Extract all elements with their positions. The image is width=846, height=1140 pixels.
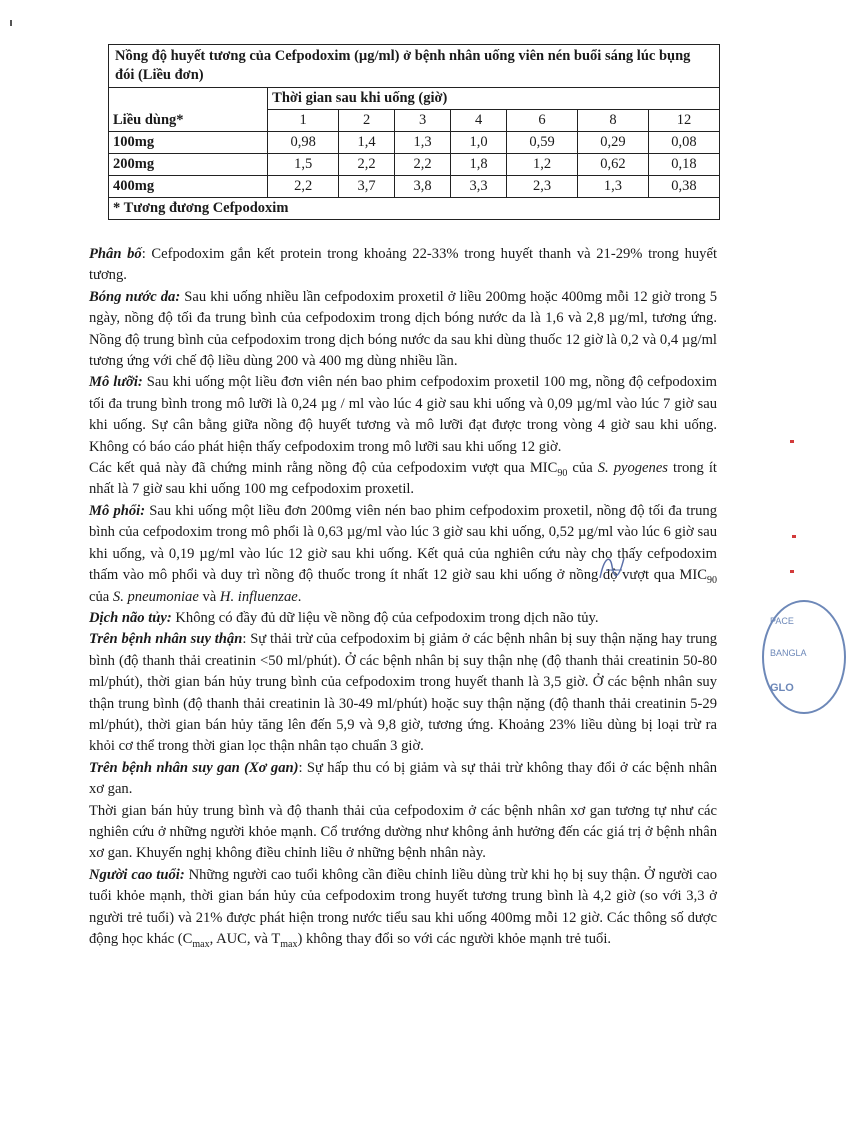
section-label: Mô phổi: — [89, 502, 146, 519]
section-label: Dịch não tủy: — [89, 609, 172, 626]
concentration-table — [108, 44, 720, 220]
dose-header: Liều dùng* — [109, 110, 268, 132]
value-cell: 0,08 — [648, 132, 719, 154]
table-footnote: * Tương đương Cefpodoxim — [109, 198, 720, 220]
section-text: của — [89, 588, 113, 605]
value-cell: 1,3 — [578, 176, 649, 198]
margin-mark — [790, 440, 794, 443]
value-cell: 1,2 — [507, 154, 578, 176]
stamp-text: GLO — [770, 682, 794, 694]
value-cell: 3,8 — [395, 176, 451, 198]
subscript: 90 — [557, 467, 568, 479]
section-text: và — [198, 588, 220, 605]
paragraph-hepatic-extra — [89, 801, 717, 865]
subscript: max — [280, 938, 298, 950]
margin-mark — [792, 535, 796, 538]
section-text: Không có đầy đủ dữ liệu về nồng độ của cefpodoxim trong dịch não tủy. — [171, 609, 599, 626]
paragraph-tonsil-result — [89, 458, 717, 501]
margin-mark — [790, 570, 794, 573]
value-cell: 1,8 — [451, 154, 507, 176]
value-cell: 0,59 — [507, 132, 578, 154]
section-text: Các kết quả này đã chứng minh rằng nồng độ của cefpodoxim vượt qua MIC — [89, 460, 558, 477]
table-time-header-row — [109, 88, 720, 110]
scan-mark — [10, 20, 12, 26]
dose-cell: 100mg — [109, 132, 268, 154]
value-cell: 1,0 — [451, 132, 507, 154]
hour-cell: 8 — [578, 110, 649, 132]
table-title-row — [109, 45, 720, 88]
organism-name: S. pneumoniae — [112, 588, 199, 605]
section-label: Bóng nước da: — [89, 288, 181, 305]
time-header: Thời gian sau khi uống (giờ) — [268, 88, 720, 110]
value-cell: 1,5 — [268, 154, 339, 176]
section-text: : Cefpodoxim gắn kết protein trong khoảng 22-33% trong huyết thanh và 21-29% trong huyết tương. — [89, 246, 717, 284]
table-row — [109, 132, 720, 154]
value-cell: 0,29 — [578, 132, 649, 154]
dose-cell: 400mg — [109, 176, 268, 198]
subscript: max — [192, 938, 210, 950]
section-text: của — [567, 460, 598, 477]
section-label: Phân bố — [89, 246, 142, 262]
hour-cell: 6 — [507, 110, 578, 132]
body-text — [89, 244, 717, 950]
section-label: Người cao tuổi: — [89, 866, 185, 883]
section-text: Những người cao tuổi không cần điều chỉnh liều dùng trừ khi họ bị suy thận. Ở người cao tuổi khỏe mạnh, thời gian bán hủy của cefpodoxim trong huyết tương trung bình là 4,2 giờ (so với 3,3 ở người trẻ tuổi) và 21% được phát hiện trong nước tiểu sau khi uống 400mg mỗi 12 giờ. Các thông số dược động học khác (C — [89, 866, 718, 947]
section-text: ) không thay đổi so với các người khỏe mạnh trẻ tuổi. — [297, 931, 612, 947]
organism-name: H. influenzae — [219, 588, 298, 605]
section-label: Trên bệnh nhân suy gan (Xơ gan) — [89, 759, 299, 776]
section-text: , AUC, và T — [209, 931, 281, 947]
value-cell: 1,3 — [395, 132, 451, 154]
section-label: Mô lưỡi: — [89, 374, 143, 391]
organism-name: S. pyogenes — [597, 460, 668, 477]
value-cell: 1,4 — [339, 132, 395, 154]
section-text: Sau khi uống nhiều lần cefpodoxim proxetil ở liều 200mg hoặc 400mg mỗi 12 giờ trong 5 ngày, nồng độ tối đa trung bình của cefpodoxim trong dịch bóng nước da là 1,6 và 2,8 µg/ml, tương ứng. Nồng độ trung bình của cefpodoxim trong dịch bóng nước da sau khi dùng thuốc 12 giờ là 0,2 và 0,4 µg/ml tương ứng với chế độ liều dùng 200 và 400 mg dùng nhiều lần. — [89, 288, 717, 370]
signature-mark — [592, 548, 632, 588]
section-text: Sau khi uống một liều đơn 200mg viên nén bao phim cefpodoxim proxetil, nồng độ tối đa trung bình của cefpodoxim trong mô phổi là 0,63 µg/ml vào lúc 3 giờ sau khi uống, 0,52 µg/ml vào lúc 6 giờ sau khi uống, và 0,19 µg/ml vào lúc 12 giờ sau khi uống. Kết quả của nghiên cứu này cho thấy cefpodoxim thấm vào mô phổi và duy trì nồng độ thuốc trong ít nhất 12 giờ sau khi uống ở nồng độ vượt qua MIC — [89, 502, 718, 584]
value-cell: 0,62 — [578, 154, 649, 176]
stamp-text: BANGLA — [770, 648, 807, 658]
section-text: Sau khi uống một liều đơn viên nén bao phim cefpodoxim proxetil 100 mg, nồng độ cefpodoxim tối đa trung bình trong mô lưỡi là 0,24 µg / ml vào lúc 4 giờ sau khi uống và 0,09 µg/ml vào lúc 7 giờ sau khi uống. Sự cân bằng giữa nồng độ huyết tương và mô lưỡi đạt được trong vòng 4 giờ sau khi uống. Không có báo cáo phát hiện thấy cefpodoxim trong mô lưỡi sau khi uống 12 giờ. — [89, 374, 718, 455]
section-text: Thời gian bán hủy trung bình và độ thanh thải của cefpodoxim ở các bệnh nhân xơ gan tương tự như các nghiên cứu ở những người khỏe mạnh. Cổ trướng dường như không ảnh hưởng đến các giá trị ở bệnh nhân xơ gan. Khuyến nghị không điều chỉnh liều ở những bệnh nhân này. — [89, 802, 717, 862]
paragraph-tonsil — [89, 372, 717, 458]
paragraph-distribution — [89, 244, 717, 287]
table-footnote-row — [109, 198, 720, 220]
paragraph-hepatic — [89, 758, 717, 801]
paragraph-elderly — [89, 865, 717, 951]
dose-cell: 200mg — [109, 154, 268, 176]
section-text: : Sự thải trừ của cefpodoxim bị giảm ở các bệnh nhân bị suy thận nặng hay trung bình (độ thanh thải creatinin <50 ml/phút). Ở các bệnh nhân bị suy thận nhẹ (độ thanh thải creatinin 50-80 ml/phút), thời gian bán hủy trung bình của cefpodoxim trong huyết thanh là 3,5 giờ. Ở các bệnh nhân suy thận trung bình (độ thanh thải creatinin là 30-49 ml/phút) hoặc suy thận nặng (độ thanh thải creatinin 5-29 ml/phút), thời gian bán hủy tăng lên đến 5,9 và 9,8 giờ, tương ứng. Khoảng 23% liều dùng bị loại trừ ra khỏi cơ thể trong thời gian lọc thận nhân tạo chuẩn 3 giờ. — [89, 631, 718, 755]
table-row — [109, 154, 720, 176]
paragraph-csf — [89, 608, 717, 629]
company-stamp — [762, 600, 846, 714]
table-row — [109, 176, 720, 198]
section-label: Trên bệnh nhân suy thận — [89, 631, 243, 648]
value-cell: 2,2 — [268, 176, 339, 198]
table-title: Nồng độ huyết tương của Cefpodoxim (µg/ml) ở bệnh nhân uống viên nén buổi sáng lúc bụng đói (Liều đơn) — [109, 45, 720, 88]
hour-cell: 3 — [395, 110, 451, 132]
value-cell: 2,2 — [395, 154, 451, 176]
section-text: . — [297, 588, 302, 605]
section-text: trong ít nhất là 7 giờ sau khi uống 100 mg cefpodoxim proxetil. — [89, 460, 717, 498]
hour-cell: 4 — [451, 110, 507, 132]
hour-cell: 1 — [268, 110, 339, 132]
subscript: 90 — [707, 575, 717, 586]
stamp-text: PACE — [770, 616, 794, 626]
table-empty-cell — [109, 88, 268, 110]
value-cell: 3,7 — [339, 176, 395, 198]
table-header-row — [109, 110, 720, 132]
hour-cell: 2 — [339, 110, 395, 132]
value-cell: 3,3 — [451, 176, 507, 198]
value-cell: 0,38 — [648, 176, 719, 198]
value-cell: 0,18 — [648, 154, 719, 176]
paragraph-renal — [89, 629, 717, 757]
value-cell: 0,98 — [268, 132, 339, 154]
section-text: : Sự hấp thu có bị giảm và sự thải trừ không thay đổi ở các bệnh nhân xơ gan. — [89, 759, 717, 798]
paragraph-skin-blister — [89, 287, 717, 373]
hour-cell: 12 — [648, 110, 719, 132]
value-cell: 2,2 — [339, 154, 395, 176]
value-cell: 2,3 — [507, 176, 578, 198]
